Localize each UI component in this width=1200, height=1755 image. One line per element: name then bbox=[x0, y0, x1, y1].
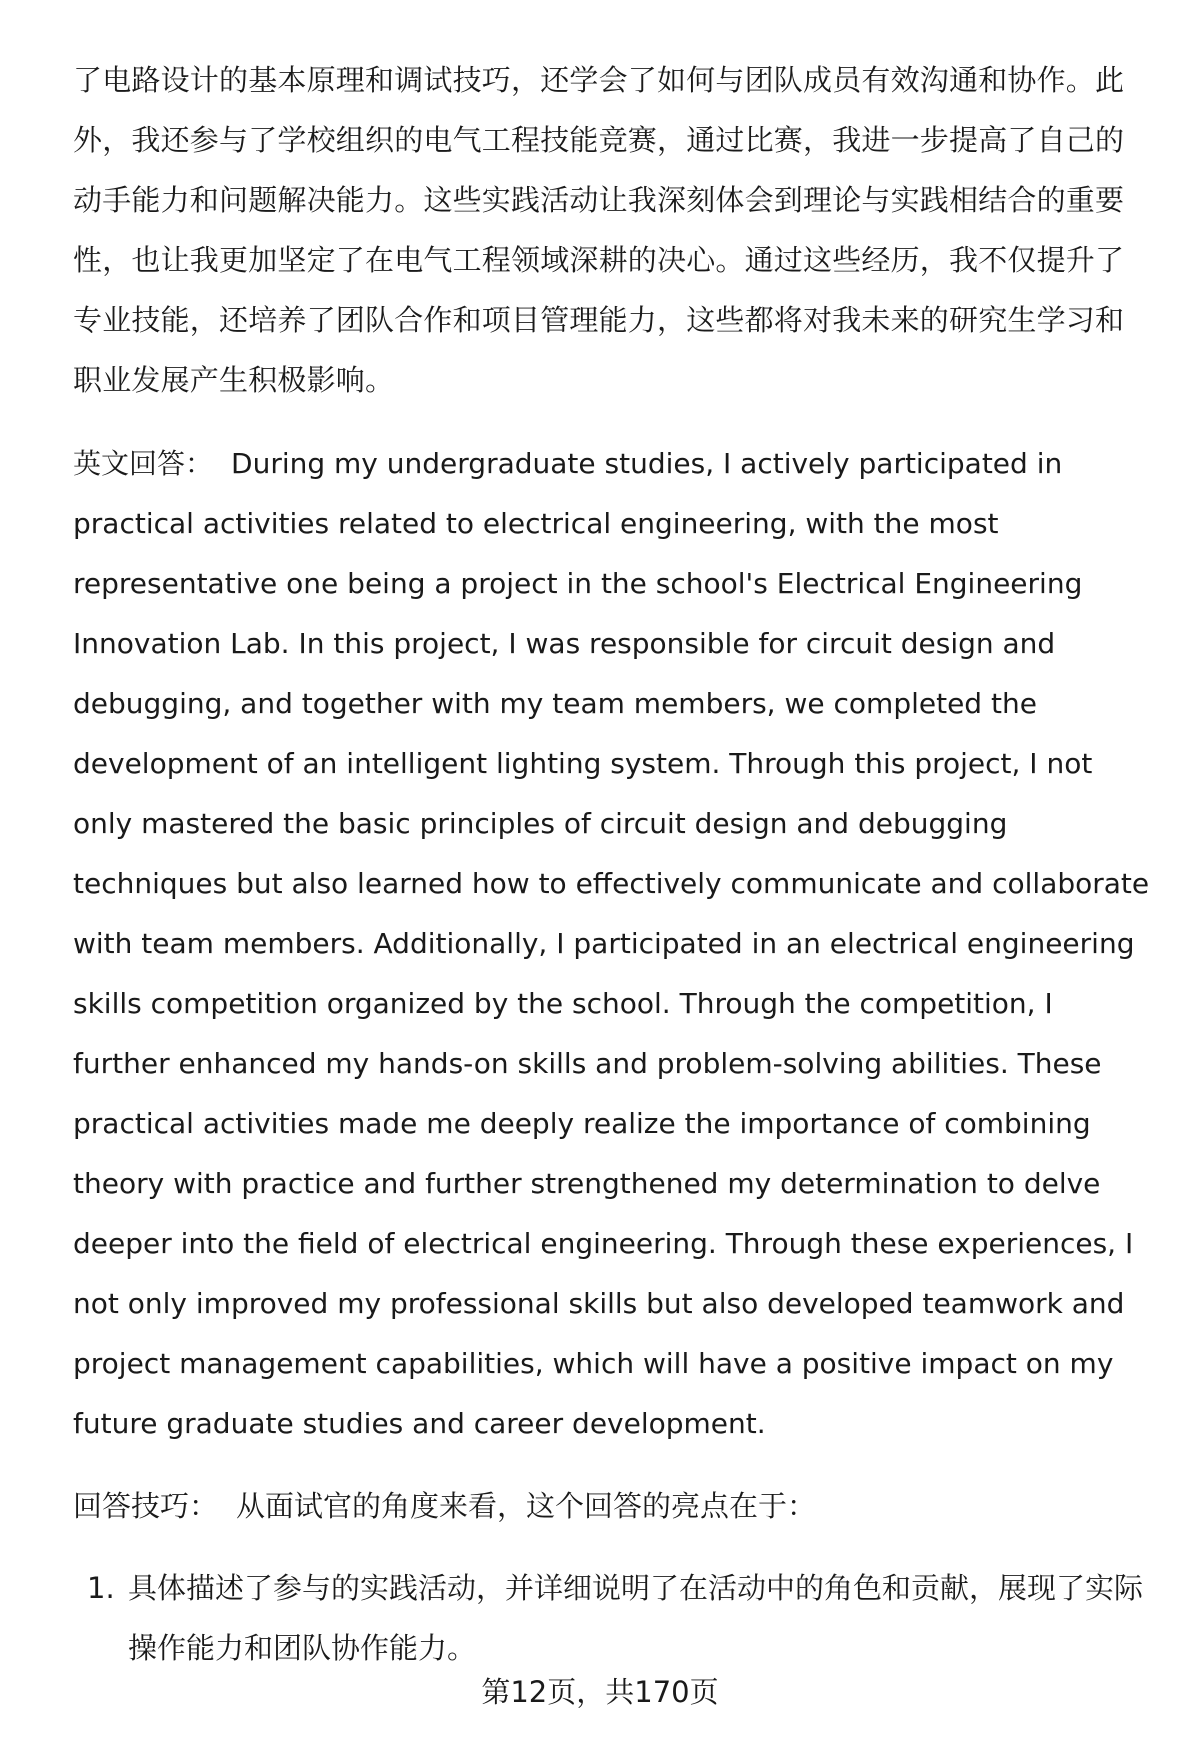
tips-intro: 从面试官的角度来看，这个回答的亮点在于： bbox=[236, 1489, 817, 1523]
english-answer-paragraph bbox=[73, 434, 1153, 1454]
document-page bbox=[73, 50, 1153, 1678]
list-item-number: 1. bbox=[87, 1571, 115, 1605]
english-answer-label: 英文回答： bbox=[73, 447, 214, 480]
tips-label: 回答技巧： bbox=[73, 1489, 219, 1523]
list-item-text: 具体描述了参与的实践活动，并详细说明了在活动中的角色和贡献，展现了实际操作能力和团队协作能力。 bbox=[128, 1571, 1144, 1665]
chinese-answer-paragraph: 了电路设计的基本原理和调试技巧，还学会了如何与团队成员有效沟通和协作。此外，我还参与了学校组织的电气工程技能竞赛，通过比赛，我进一步提高了自己的动手能力和问题解决能力。这些实践活动让我深刻体会到理论与实践相结合的重要性，也让我更加坚定了在电气工程领域深耕的决心。通过这些经历，我不仅提升了专业技能，还培养了团队合作和项目管理能力，这些都将对我未来的研究生学习和职业发展产生积极影响。 bbox=[73, 63, 1125, 397]
page-number-footer: 第12页，共170页 bbox=[481, 1675, 719, 1709]
english-answer-text: During my undergraduate studies, I actively participated in practical activities related to electrical engineering, with the most representative one being a project in the school's Electrical Engineering Innovation Lab. In this project, I was responsible for circuit design and debugging, and together with my team members, we completed the development of an intelligent lighting system. Through this project, I not only mastered the basic principles of circuit design and debugging techniques but also learned how to effectively communicate and collaborate with team members. Additionally, I participated in an electrical engineering skills competition organized by the school. Through the competition, I further enhanced my hands-on skills and problem-solving abilities. These practical activities made me deeply realize the importance of combining theory with practice and further strengthened my determination to delve deeper into the field of electrical engineering. Through these experiences, I not only improved my professional skills but also developed teamwork and project management capabilities, which will have a positive impact on my future graduate studies and career development. bbox=[73, 447, 1150, 1440]
list-item bbox=[73, 1558, 1153, 1678]
tips-list bbox=[73, 1558, 1153, 1678]
tips-heading bbox=[73, 1476, 1153, 1536]
